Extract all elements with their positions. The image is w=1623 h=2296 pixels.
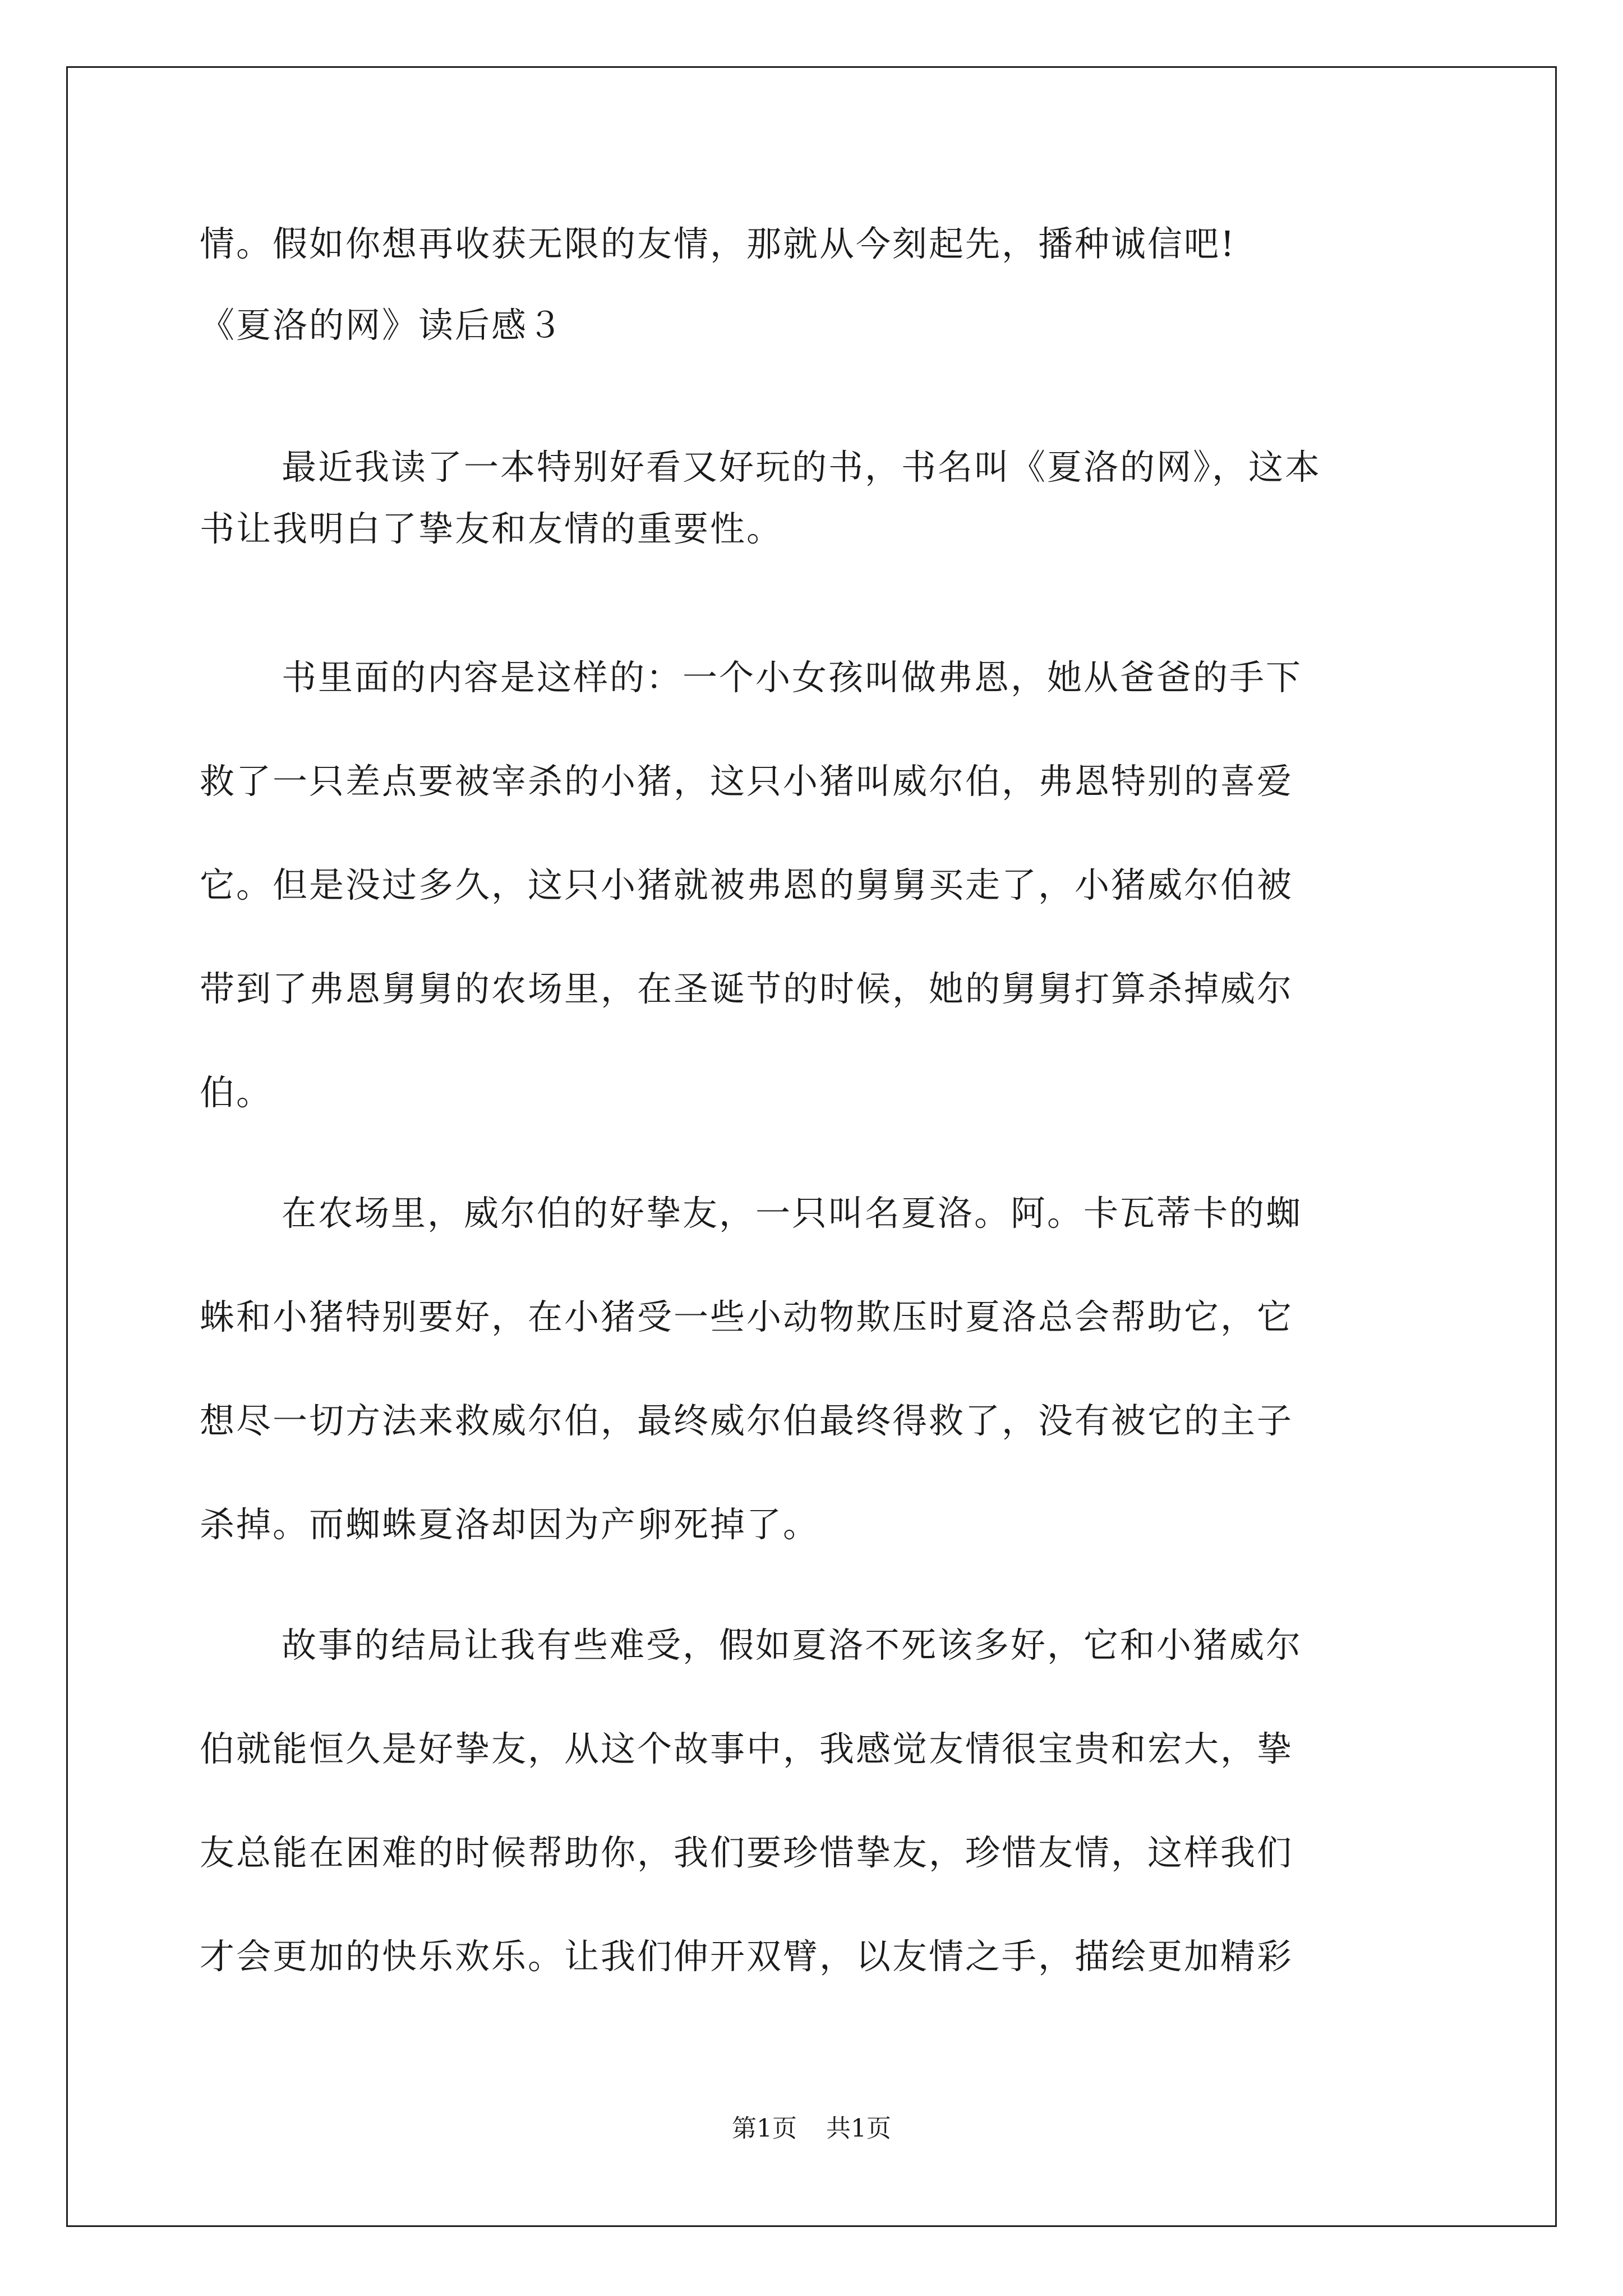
body-line: 它。但是没过多久，这只小猪就被弗恩的舅舅买走了，小猪威尔伯被 bbox=[200, 864, 1294, 905]
body-line: 带到了弗恩舅舅的农场里，在圣诞节的时候，她的舅舅打算杀掉威尔 bbox=[200, 968, 1294, 1009]
page-number-current: 第1页 bbox=[732, 2114, 797, 2143]
body-line: 救了一只差点要被宰杀的小猪，这只小猪叫威尔伯，弗恩特别的喜爱 bbox=[200, 761, 1294, 802]
body-line: 才会更加的快乐欢乐。让我们伸开双臂，以友情之手，描绘更加精彩 bbox=[200, 1936, 1294, 1977]
body-line: 情。假如你想再收获无限的友情，那就从今刻起先，播种诚信吧! bbox=[200, 223, 1236, 264]
body-line: 伯。 bbox=[200, 1072, 273, 1113]
body-line: 杀掉。而蜘蛛夏洛却因为产卵死掉了。 bbox=[200, 1504, 820, 1545]
body-line: 书让我明白了挚友和友情的重要性。 bbox=[200, 508, 783, 549]
paragraph-first-line: 在农场里，威尔伯的好挚友，一只叫名夏洛。阿。卡瓦蒂卡的蜘 bbox=[282, 1193, 1303, 1234]
page-footer bbox=[0, 2112, 1623, 2146]
paragraph-first-line: 书里面的内容是这样的：一个小女孩叫做弗恩，她从爸爸的手下 bbox=[282, 657, 1303, 698]
section-title: 《夏洛的网》读后感３ bbox=[200, 305, 565, 346]
body-line: 蛛和小猪特别要好，在小猪受一些小动物欺压时夏洛总会帮助它，它 bbox=[200, 1296, 1294, 1337]
body-line: 想尽一切方法来救威尔伯，最终威尔伯最终得救了，没有被它的主子 bbox=[200, 1400, 1294, 1441]
body-line: 友总能在困难的时候帮助你，我们要珍惜挚友，珍惜友情，这样我们 bbox=[200, 1832, 1294, 1873]
paragraph-first-line: 最近我读了一本特别好看又好玩的书，书名叫《夏洛的网》，这本 bbox=[282, 447, 1322, 487]
body-line: 伯就能恒久是好挚友，从这个故事中，我感觉友情很宝贵和宏大，挚 bbox=[200, 1728, 1294, 1769]
page-number-total: 共1页 bbox=[826, 2114, 891, 2143]
page-border bbox=[66, 66, 1557, 2227]
paragraph-first-line: 故事的结局让我有些难受，假如夏洛不死该多好，它和小猪威尔 bbox=[282, 1625, 1303, 1665]
